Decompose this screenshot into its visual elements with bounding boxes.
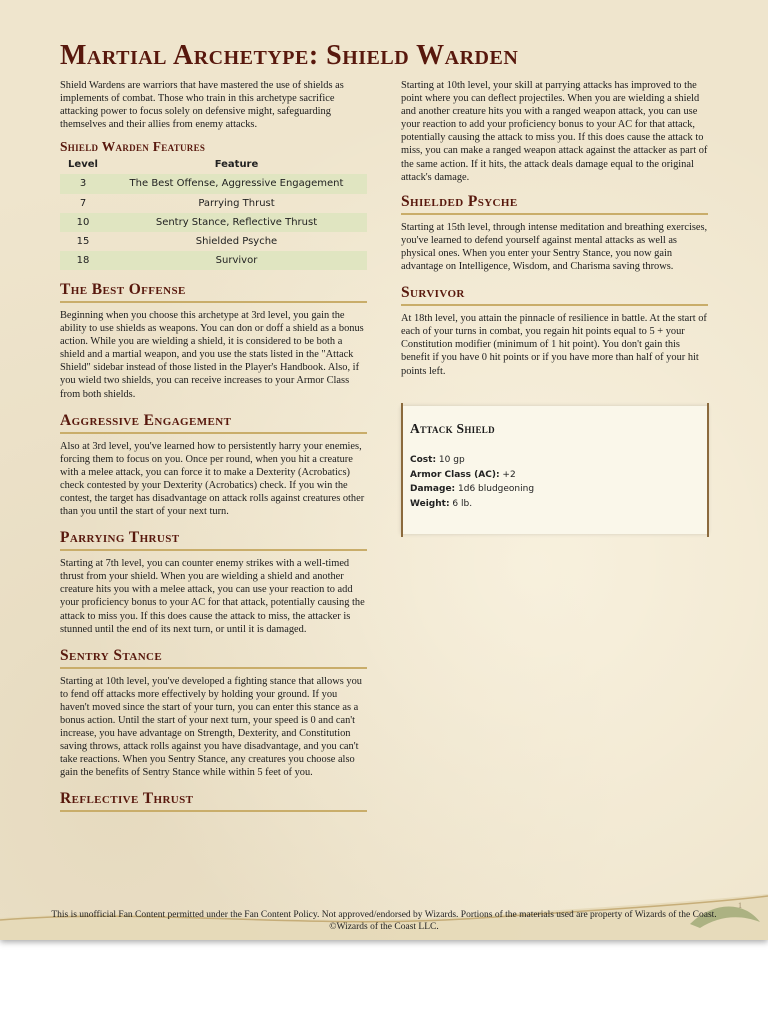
shielded-psyche-heading: Shielded Psyche xyxy=(401,192,708,215)
features-table-heading: Shield Warden Features xyxy=(60,139,206,155)
parrying-thrust-heading: Parrying Thrust xyxy=(60,528,367,551)
damage-value: 1d6 bludgeoning xyxy=(458,484,535,494)
features-table xyxy=(60,155,367,270)
survivor-heading: Survivor xyxy=(401,283,708,306)
feature-cell: The Best Offense, Aggressive Engagement xyxy=(129,178,344,190)
damage-label: Damage: xyxy=(410,484,456,494)
intro-paragraph: Shield Wardens are warriors that have mastered the use of shields as implements of combat. Those who train in this archetype sacrifice attacking power to focus solely on defensive might, safeguarding themselves and their allies from enemy attacks. xyxy=(60,80,344,131)
feature-cell: Parrying Thrust xyxy=(198,197,275,209)
level-cell: 10 xyxy=(76,216,90,228)
table-row xyxy=(60,232,367,251)
feature-cell: Sentry Stance, Reflective Thrust xyxy=(155,216,318,228)
aggressive-engagement-heading: Aggressive Engagement xyxy=(60,411,367,434)
cost-label: Cost: xyxy=(410,455,437,465)
page-title: Martial Archetype: Shield Warden xyxy=(60,40,519,71)
aggressive-engagement-text: Also at 3rd level, you've learned how to persistently harry your enemies, forcing them to focus on you. Once per round, when you hit a creature with a melee attack, you can force it to make a Dexterity (Acrobatics) check contested by your Dexterity (Acrobatics) check. If you win the contest, the target has disadvantage on attack rolls against creatures other than you until the start of your next turn. xyxy=(60,440,365,518)
left-column xyxy=(60,79,367,818)
feature-cell: Survivor xyxy=(215,254,258,266)
shielded-psyche-text: Starting at 15th level, through intense meditation and breathing exercises, you've learned to defend yourself against mental attacks as well as physical ones. When you enter your Sentry Stance, you now gain advantage on Intelligence, Wisdom, and Charisma saving throws. xyxy=(401,221,708,273)
level-cell: 15 xyxy=(76,235,90,247)
parrying-thrust-text: Starting at 7th level, you can counter enemy strikes with a well-timed thrust from your shield. When you are wielding a shield and another creature hits you with a melee attack, you can use your reaction to add your proficiency bonus to your AC for that attack, potentially causing the attack to miss you. If this does cause the attack to miss, the attacker is stunned until the end of its next turn, or until it is damaged. xyxy=(60,558,365,635)
reflective-thrust-text: Starting at 10th level, your skill at parrying attacks has improved to the point where you can deflect projectiles. When you are wielding a shield and another creature hits you with a ranged weapon attack, you can use your reaction to add your proficiency bonus to your AC for that attack, potentially causing the attack to miss you. If this does cause the attack to miss, you can make a ranged weapon attack against the attacker as part of the same action. If it hits, the attack deals damage equal to the original attack's damage. xyxy=(401,80,708,183)
table-row xyxy=(60,194,367,213)
sentry-stance-heading: Sentry Stance xyxy=(60,646,367,669)
attack-shield-sidebar xyxy=(401,406,708,534)
table-row xyxy=(60,174,367,193)
cost-line xyxy=(410,453,534,468)
table-row xyxy=(60,213,367,232)
weight-label: Weight: xyxy=(410,498,450,509)
best-offense-text: Beginning when you choose this archetype at 3rd level, you gain the ability to use shields as weapons. You can don or doff a shield as a bonus action. While you are wielding a shield, it is considered to be both a shield and a martial weapon, and you use the stats listed in the "Attack Shield" sidebar instead of those listed in the Player's Handbook. Also, if you wield two shields, you can receive increases to your Armor Class from both shields. xyxy=(60,309,364,400)
level-column-header: Level xyxy=(68,159,98,171)
reflective-thrust-heading: Reflective Thrust xyxy=(60,789,367,812)
sidebar-stats xyxy=(410,453,534,511)
table-row xyxy=(60,251,367,270)
weight-value: 6 lb. xyxy=(452,498,473,509)
best-offense-heading: The Best Offense xyxy=(60,280,367,303)
level-cell: 3 xyxy=(79,178,87,190)
damage-line xyxy=(410,482,534,497)
features-table-header-row xyxy=(60,155,367,174)
weight-line xyxy=(410,497,534,512)
feature-column-header: Feature xyxy=(214,159,259,171)
feature-cell: Shielded Psyche xyxy=(195,235,278,247)
footer-legal-text: This is unofficial Fan Content permitted under the Fan Content Policy. Not approved/endorsed by Wizards. Portions of the materials used are property of Wizards of the Coast. ©Wizards of the Coast LLC. xyxy=(51,910,717,932)
sentry-stance-text: Starting at 10th level, you've developed a fighting stance that allows you to fend off attacks more effectively by holding your ground. If you haven't moved since the start of your turn, you can enter this stance as a bonus action. Until the start of your next turn, your speed is 0 and can't increase, you have advantage on Strength, Dexterity, and Constitution saving throws, attack rolls against you have disadvantage, and you can't take reactions. When you Sentry Stance, any creatures you choose also gain the benefits of Sentry Stance while within 5 feet of you. xyxy=(60,675,362,779)
survivor-text: At 18th level, you attain the pinnacle of resilience in battle. At the start of each of your turns in combat, you regain hit points equal to 5 + your Constitution modifier (minimum of 1 hit point). You don't gain this benefit if you have 0 hit points or if you have more than half of your hit points left. xyxy=(401,313,707,377)
level-cell: 7 xyxy=(79,197,87,209)
page-number: 1 xyxy=(738,901,742,910)
sidebar-title: Attack Shield xyxy=(410,421,495,436)
ac-value: +2 xyxy=(502,469,516,480)
level-cell: 18 xyxy=(76,254,90,266)
ac-line xyxy=(410,468,534,483)
cost-value: 10 gp xyxy=(438,455,465,465)
right-column xyxy=(401,79,708,386)
ac-label: Armor Class (AC): xyxy=(410,469,500,480)
